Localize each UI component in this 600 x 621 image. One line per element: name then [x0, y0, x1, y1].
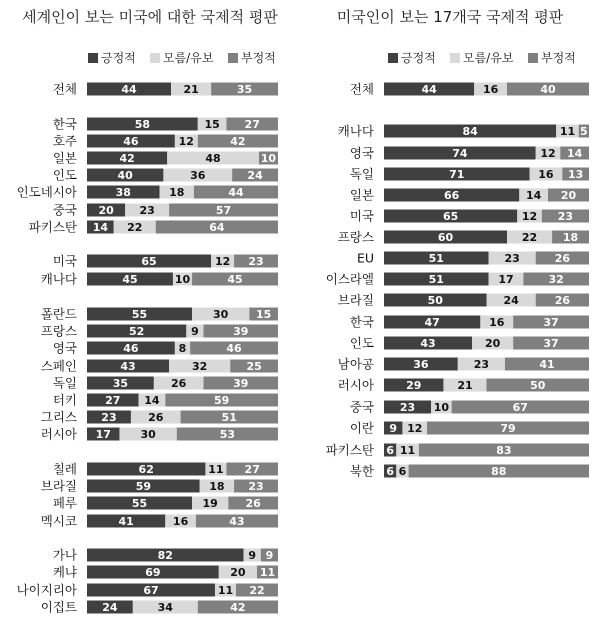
world-view-row-row-11-value-unsure: 9 [191, 325, 199, 338]
us-view-row-row-1-value-negative: 5 [580, 125, 588, 138]
us-view-row-row-11-value-positive: 43 [420, 337, 436, 350]
world-view-row-row-19-value-unsure: 18 [209, 480, 225, 493]
us-view-row-row-16-value-negative: 83 [496, 444, 512, 457]
world-view-row-row-25-value-positive: 24 [102, 601, 118, 614]
world-view-row-row-0-value-unsure: 21 [183, 83, 199, 96]
us-view-row-row-16-value-positive: 6 [386, 444, 394, 457]
world-view-row-row-12-value-negative: 46 [226, 342, 242, 355]
us-view-row-row-12-value-negative: 41 [539, 358, 555, 371]
us-view-row-row-9-value-positive: 50 [427, 294, 443, 307]
world-view-row-row-15-value-unsure: 14 [144, 394, 160, 407]
world-view-row-row-14-value-negative: 39 [233, 377, 249, 390]
world-view-row-row-5-value-negative: 44 [228, 186, 244, 199]
us-view-row-row-15-value-unsure: 12 [407, 422, 423, 435]
world-view-row-row-1-value-positive: 58 [134, 118, 151, 131]
us-view-row-row-8-value-positive: 51 [428, 273, 444, 286]
us-view-row-row-4-value-positive: 66 [443, 189, 460, 202]
us-view-row-row-9-label: 브라질 [337, 292, 374, 308]
us-view-row-row-9-value-unsure: 24 [503, 294, 519, 307]
us-view-row-row-3-value-positive: 71 [449, 168, 465, 181]
us-view-row-row-13-value-unsure: 21 [457, 379, 473, 392]
us-view-row-row-14-label: 중국 [349, 399, 374, 415]
us-view-row-row-15-value-negative: 79 [500, 422, 516, 435]
world-view-row-row-3-value-negative: 10 [260, 152, 277, 165]
world-view-row-row-25-value-unsure: 34 [157, 601, 173, 614]
us-view-row-row-11-value-negative: 37 [543, 337, 559, 350]
world-view-row-row-20-value-positive: 55 [131, 497, 148, 510]
world-view-row-row-0-value-negative: 35 [236, 83, 253, 96]
world-view-row-row-15-value-negative: 59 [213, 394, 230, 407]
us-view-chart-title: 미국인이 보는 17개국 국제적 평판 [336, 8, 564, 26]
world-view-row-row-10-value-negative: 15 [256, 308, 272, 321]
world-view-row-row-16-value-positive: 23 [101, 411, 117, 424]
world-view-row-row-7-label: 파키스탄 [28, 219, 77, 235]
world-view-row-row-8-label: 미국 [52, 253, 77, 269]
world-view-row-row-21-value-positive: 41 [118, 515, 134, 528]
us-view-legend-label-2: 부정적 [541, 51, 576, 65]
world-view-row-row-24-label: 나이지리아 [16, 582, 77, 598]
world-view-row-row-23-value-negative: 11 [259, 566, 276, 579]
world-view-row-row-9-value-negative: 45 [227, 273, 243, 286]
us-view-row-row-15-value-positive: 9 [389, 422, 398, 435]
world-view-row-row-2-value-negative: 42 [230, 135, 246, 148]
world-view-chart-title: 세계인이 보는 미국에 대한 국제적 평판 [22, 8, 278, 26]
world-view-row-row-17-value-positive: 17 [95, 428, 111, 441]
us-view-row-row-15-label: 이란 [349, 420, 374, 436]
world-view-row-row-14-value-positive: 35 [112, 377, 129, 390]
world-view-row-row-16-value-unsure: 26 [148, 411, 164, 424]
world-view-row-row-2-value-positive: 46 [123, 135, 139, 148]
world-view-row-row-17-value-negative: 53 [219, 428, 236, 441]
world-view-row-row-13-value-unsure: 32 [192, 360, 208, 373]
us-view-row-row-5-value-positive: 65 [442, 210, 459, 223]
world-view-row-row-6-value-positive: 20 [98, 204, 114, 217]
us-view-row-row-0-value-unsure: 16 [482, 83, 499, 96]
us-view-row-row-2-value-unsure: 12 [540, 147, 556, 160]
us-view-row-row-13-value-negative: 50 [530, 379, 546, 392]
us-view-row-row-11-label: 인도 [349, 335, 374, 351]
world-view-row-row-9-value-unsure: 10 [174, 273, 191, 286]
world-view-row-row-9-label: 캐나다 [40, 271, 77, 287]
world-view-row-row-13-value-negative: 25 [246, 360, 262, 373]
world-view-row-row-24-value-positive: 67 [143, 584, 159, 597]
us-view-row-row-4-value-negative: 20 [560, 189, 577, 202]
world-view-row-row-10-value-unsure: 30 [213, 308, 229, 321]
world-view-row-row-22-label: 가나 [52, 547, 77, 563]
world-view-row-row-2-label: 호주 [52, 133, 77, 149]
world-view-row-row-3-value-unsure: 48 [205, 152, 221, 165]
world-view-row-row-13-label: 스페인 [40, 358, 77, 374]
world-view-row-row-0-label: 전체 [52, 81, 77, 97]
world-view-row-row-14-label: 독일 [52, 375, 77, 391]
us-view-row-row-6-value-unsure: 22 [521, 231, 538, 244]
us-view-row-row-12-value-positive: 36 [413, 358, 429, 371]
world-view-row-row-25-label: 이집트 [40, 599, 77, 615]
world-view-row-row-6-label: 중국 [52, 202, 77, 218]
world-view-row-row-21-label: 멕시코 [40, 513, 77, 529]
world-view-row-row-14-value-unsure: 26 [171, 377, 187, 390]
us-view-row-row-2-label: 영국 [349, 145, 374, 161]
world-view-row-row-15-value-positive: 27 [105, 394, 121, 407]
world-view-row-row-1-value-unsure: 15 [204, 118, 220, 131]
us-view-row-row-17-value-negative: 88 [491, 465, 507, 478]
world-view-row-row-5-label: 인도네시아 [16, 184, 77, 200]
us-view-row-row-12-label: 남아공 [337, 356, 374, 372]
world-view-row-row-7-value-positive: 14 [92, 221, 109, 234]
us-view-row-row-10-value-negative: 37 [543, 316, 559, 329]
us-view-row-row-17-label: 북한 [349, 463, 374, 479]
us-view-row-row-1-label: 캐나다 [337, 123, 374, 139]
us-view-row-row-17-value-positive: 6 [386, 465, 394, 478]
world-view-row-row-3-label: 일본 [52, 150, 77, 166]
us-view-legend-swatch-2 [528, 53, 538, 63]
world-view-row-row-4-value-negative: 24 [247, 169, 263, 182]
world-view-row-row-2-value-unsure: 12 [178, 135, 194, 148]
us-view-legend-swatch-1 [450, 53, 460, 63]
world-view-row-row-11-value-negative: 39 [233, 325, 249, 338]
us-view-row-row-8-value-unsure: 17 [498, 273, 514, 286]
world-view-legend-swatch-1 [150, 53, 160, 63]
world-view-legend-label-1: 모름/유보 [163, 51, 214, 65]
world-view-row-row-22-value-positive: 82 [157, 549, 173, 562]
world-view-row-row-17-value-unsure: 30 [140, 428, 156, 441]
us-view-row-row-6-value-positive: 60 [437, 231, 454, 244]
world-view-row-row-11-label: 프랑스 [40, 323, 77, 339]
world-view-row-row-10-value-positive: 55 [131, 308, 148, 321]
us-view-row-row-1-value-unsure: 11 [559, 125, 576, 138]
us-view-row-row-3-label: 독일 [349, 166, 374, 182]
world-view-row-row-20-value-unsure: 19 [202, 497, 218, 510]
us-view-row-eu-7-value-negative: 26 [554, 252, 571, 265]
world-view-legend-swatch-2 [228, 53, 238, 63]
world-view-row-row-4-label: 인도 [52, 167, 77, 183]
world-view-legend-label-0: 긍정적 [101, 51, 136, 65]
us-view-row-row-14-value-negative: 67 [512, 401, 528, 414]
us-view-row-row-8-value-negative: 32 [548, 273, 564, 286]
us-view-row-row-2-value-negative: 14 [566, 147, 583, 160]
world-view-row-row-13-value-positive: 43 [120, 360, 136, 373]
us-view-row-row-4-value-unsure: 14 [525, 189, 542, 202]
us-view-row-row-5-value-negative: 23 [557, 210, 574, 223]
world-view-row-row-18-value-positive: 62 [138, 463, 154, 476]
us-view-legend-swatch-0 [388, 53, 398, 63]
world-view-row-row-21-value-unsure: 16 [172, 515, 189, 528]
world-view-legend-label-2: 부정적 [241, 51, 276, 65]
world-view-row-row-15-label: 터키 [52, 392, 77, 408]
world-view-row-row-25-value-negative: 42 [230, 601, 246, 614]
world-view-row-row-20-value-negative: 26 [245, 497, 261, 510]
us-view-row-row-0-label: 전체 [349, 81, 374, 97]
us-view-row-row-4-label: 일본 [349, 187, 374, 203]
world-view-row-row-6-value-negative: 57 [215, 204, 232, 217]
us-view-row-row-0-value-negative: 40 [540, 83, 556, 96]
world-view-row-row-8-value-positive: 65 [141, 255, 157, 268]
world-view-row-row-9-value-positive: 45 [122, 273, 138, 286]
world-view-row-row-0-value-positive: 44 [121, 83, 137, 96]
world-view-row-row-23-value-unsure: 20 [230, 566, 246, 579]
us-view-row-row-12-value-unsure: 23 [473, 358, 490, 371]
world-view-row-row-1-value-negative: 27 [244, 118, 260, 131]
world-view-row-row-5-value-unsure: 18 [169, 186, 185, 199]
us-view-row-row-10-label: 한국 [349, 314, 374, 330]
world-view-row-row-22-value-negative: 9 [265, 549, 274, 562]
us-view-legend-label-1: 모름/유보 [463, 51, 514, 65]
world-view-row-row-23-value-positive: 69 [145, 566, 161, 579]
world-view-row-row-12-value-unsure: 8 [178, 342, 187, 355]
world-view-row-row-18-value-negative: 27 [244, 463, 260, 476]
us-view-row-row-14-value-unsure: 10 [433, 401, 450, 414]
us-view-row-row-13-label: 러시아 [337, 377, 374, 393]
world-view-legend-swatch-0 [88, 53, 98, 63]
us-view-row-row-6-label: 프랑스 [337, 229, 374, 245]
us-view-row-eu-7-value-unsure: 23 [504, 252, 520, 265]
world-view-row-row-22-value-unsure: 9 [248, 549, 257, 562]
us-view-row-row-10-value-positive: 47 [424, 316, 440, 329]
world-view-row-row-20-label: 페루 [52, 495, 77, 511]
world-view-row-row-12-value-positive: 46 [123, 342, 139, 355]
us-view-row-row-9-value-negative: 26 [554, 294, 571, 307]
world-view-row-row-16-value-negative: 51 [221, 411, 237, 424]
world-view-row-row-12-label: 영국 [52, 340, 77, 356]
world-view-row-row-16-label: 그리스 [40, 409, 77, 425]
world-view-row-row-11-value-positive: 52 [129, 325, 145, 338]
world-view-row-row-18-label: 칠레 [52, 461, 77, 477]
us-view-legend-label-0: 긍정적 [401, 51, 436, 65]
world-view-row-row-18-value-unsure: 11 [208, 463, 224, 476]
world-view-row-row-24-value-negative: 22 [249, 584, 265, 597]
us-view-row-row-6-value-negative: 18 [562, 231, 579, 244]
us-view-row-row-3-value-unsure: 16 [538, 168, 554, 181]
world-view-row-row-8-value-unsure: 12 [214, 255, 231, 268]
world-view-row-row-3-value-positive: 42 [119, 152, 135, 165]
world-view-row-row-17-label: 러시아 [40, 426, 77, 442]
world-view-row-row-19-value-negative: 23 [248, 480, 264, 493]
world-view-row-row-21-value-negative: 43 [229, 515, 245, 528]
us-view-row-row-13-value-positive: 29 [406, 379, 422, 392]
world-view-row-row-24-value-unsure: 11 [217, 584, 234, 597]
us-view-row-eu-7-value-positive: 51 [428, 252, 444, 265]
world-view-row-row-7-value-unsure: 22 [127, 221, 143, 234]
us-view-row-row-2-value-positive: 74 [452, 147, 468, 160]
world-view-row-row-23-label: 케냐 [52, 564, 77, 580]
us-view-row-row-5-label: 미국 [349, 208, 374, 224]
us-view-row-row-8-label: 이스라엘 [325, 271, 374, 287]
world-view-row-row-4-value-unsure: 36 [190, 169, 206, 182]
world-view-row-row-5-value-positive: 38 [115, 186, 131, 199]
us-view-row-row-16-label: 파키스탄 [325, 442, 374, 458]
us-view-row-row-3-value-negative: 13 [568, 168, 584, 181]
us-view-row-row-5-value-unsure: 12 [521, 210, 538, 223]
world-view-row-row-4-value-positive: 40 [117, 169, 133, 182]
us-view-row-row-16-value-unsure: 11 [399, 444, 416, 457]
us-view-row-row-14-value-positive: 23 [399, 401, 416, 414]
world-view-row-row-19-value-positive: 59 [135, 480, 152, 493]
us-view-row-row-1-value-positive: 84 [462, 125, 478, 138]
world-view-row-row-10-label: 폴란드 [40, 306, 77, 322]
world-view-row-row-7-value-negative: 64 [209, 221, 225, 234]
world-view-row-row-1-label: 한국 [52, 116, 77, 132]
us-view-row-row-11-value-unsure: 20 [484, 337, 501, 350]
world-view-row-row-19-label: 브라질 [40, 478, 77, 494]
us-view-row-eu-7-label: EU [356, 250, 374, 266]
world-view-row-row-6-value-unsure: 23 [139, 204, 155, 217]
world-view-row-row-8-value-negative: 23 [248, 255, 264, 268]
us-view-row-row-17-value-unsure: 6 [398, 465, 407, 478]
us-view-row-row-0-value-positive: 44 [421, 83, 437, 96]
us-view-row-row-10-value-unsure: 16 [489, 316, 505, 329]
